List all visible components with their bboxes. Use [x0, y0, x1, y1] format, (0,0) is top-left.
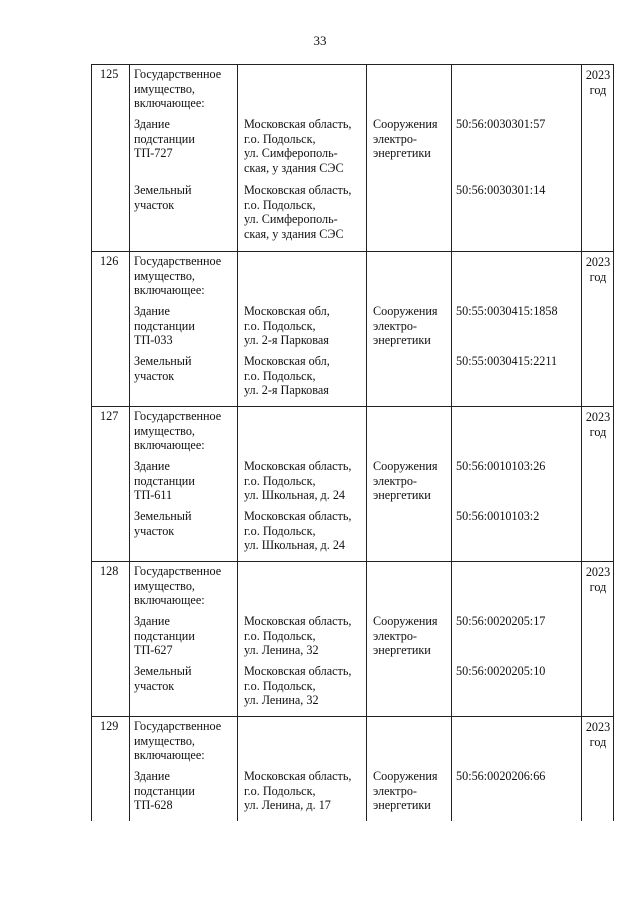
group-header: Государственное имущество, включающее: [134, 719, 222, 762]
address: Московская область, г.о. Подольск, ул. Школьная, д. 24 [244, 459, 352, 502]
object-type: Сооружения электро- энергетики [373, 614, 438, 657]
table-row [92, 664, 613, 716]
table-row-group [92, 252, 613, 407]
address: Московская область, г.о. Подольск, ул. Симферополь- ская, у здания СЭС [244, 183, 352, 241]
row-number: 126 [100, 254, 119, 268]
cadastral-number: 50:56:0030301:57 [456, 117, 546, 131]
cadastral-number: 50:56:0020206:66 [456, 769, 546, 783]
year-cell: 2023 год [585, 720, 611, 749]
year-cell: 2023 год [585, 565, 611, 594]
table-row [92, 354, 613, 406]
object-type: Сооружения электро- энергетики [373, 304, 438, 347]
object-type: Сооружения электро- энергетики [373, 459, 438, 502]
address: Московская область, г.о. Подольск, ул. Школьная, д. 24 [244, 509, 352, 552]
object-name: Земельный участок [134, 509, 192, 538]
address: Московская обл, г.о. Подольск, ул. 2-я Парковая [244, 304, 330, 347]
address: Московская область, г.о. Подольск, ул. Ленина, д. 17 [244, 769, 352, 812]
row-number: 125 [100, 67, 119, 81]
group-header: Государственное имущество, включающее: [134, 564, 222, 607]
year-cell: 2023 год [585, 410, 611, 439]
address: Московская область, г.о. Подольск, ул. Ленина, 32 [244, 664, 352, 707]
cadastral-number: 50:55:0030415:1858 [456, 304, 558, 318]
table-row-group [92, 407, 613, 562]
row-number: 127 [100, 409, 119, 423]
table-row [92, 304, 613, 354]
cadastral-number: 50:56:0030301:14 [456, 183, 546, 197]
object-type: Сооружения электро- энергетики [373, 769, 438, 812]
object-name: Здание подстанции ТП-627 [134, 614, 195, 657]
page-number: 33 [313, 33, 327, 48]
object-name: Здание подстанции ТП-727 [134, 117, 195, 160]
address: Московская область, г.о. Подольск, ул. Симферополь- ская, у здания СЭС [244, 117, 352, 175]
object-name: Здание подстанции ТП-628 [134, 769, 195, 812]
object-name: Здание подстанции ТП-611 [134, 459, 195, 502]
table-row-group [92, 65, 613, 252]
row-number: 128 [100, 564, 119, 578]
table-row [92, 614, 613, 664]
cadastral-number: 50:56:0020205:17 [456, 614, 546, 628]
cadastral-number: 50:56:0020205:10 [456, 664, 546, 678]
year-cell: 2023 год [585, 255, 611, 284]
table-row-group [92, 717, 613, 821]
object-name: Земельный участок [134, 183, 192, 212]
year-cell: 2023 год [585, 68, 611, 97]
cadastral-number: 50:55:0030415:2211 [456, 354, 558, 368]
table-row [92, 509, 613, 561]
group-header: Государственное имущество, включающее: [134, 254, 222, 297]
table-row [92, 117, 613, 183]
address: Московская область, г.о. Подольск, ул. Ленина, 32 [244, 614, 352, 657]
property-table [91, 64, 614, 821]
object-name: Земельный участок [134, 354, 192, 383]
object-type: Сооружения электро- энергетики [373, 117, 438, 160]
table-row [92, 183, 613, 251]
row-number: 129 [100, 719, 119, 733]
table-row [92, 769, 613, 821]
table-row [92, 459, 613, 509]
group-header: Государственное имущество, включающее: [134, 409, 222, 452]
address: Московская обл, г.о. Подольск, ул. 2-я Парковая [244, 354, 330, 397]
cadastral-number: 50:56:0010103:26 [456, 459, 546, 473]
object-name: Здание подстанции ТП-033 [134, 304, 195, 347]
table-row-group [92, 562, 613, 717]
cadastral-number: 50:56:0010103:2 [456, 509, 540, 523]
group-header: Государственное имущество, включающее: [134, 67, 222, 110]
object-name: Земельный участок [134, 664, 192, 693]
